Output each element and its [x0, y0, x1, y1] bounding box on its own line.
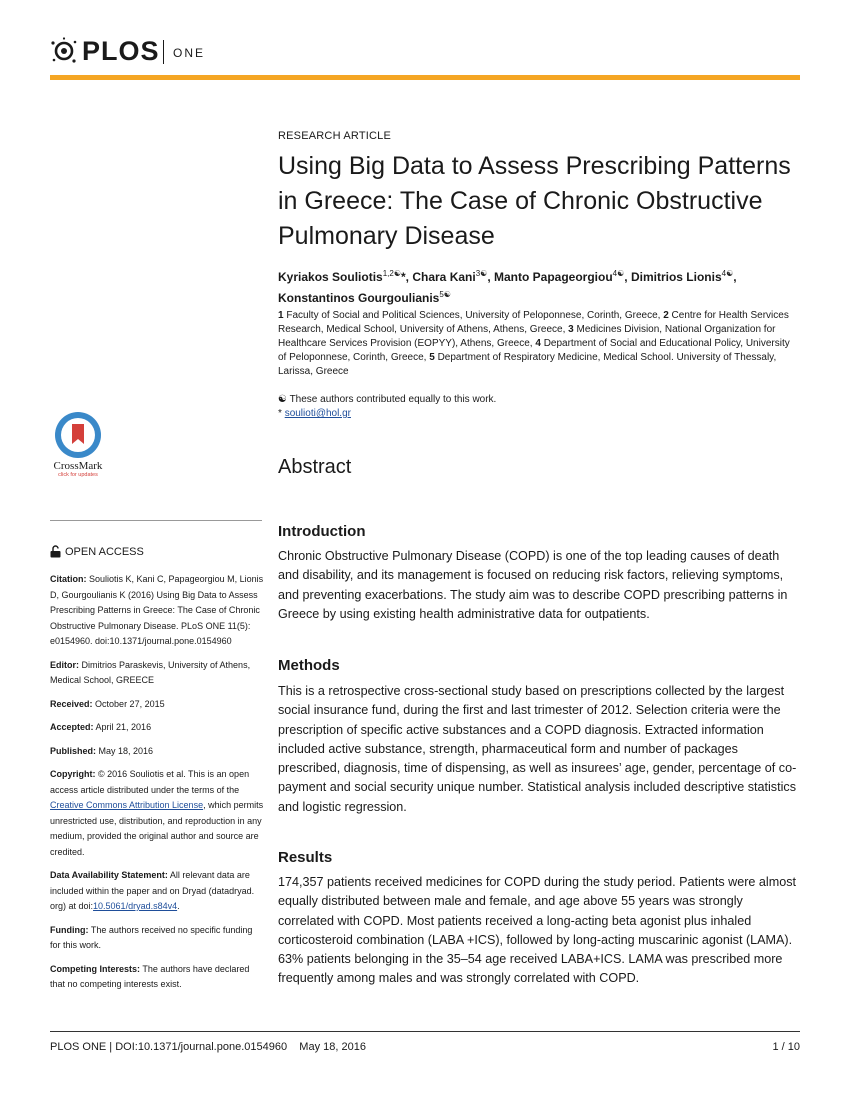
author-name: [631, 270, 733, 284]
dryad-doi-link[interactable]: 10.5061/dryad.s84v4: [93, 901, 178, 911]
published-date: May 18, 2016: [98, 745, 154, 756]
crossmark-badge[interactable]: [50, 410, 106, 484]
plos-logo-icon: [50, 37, 78, 65]
published-block: [50, 744, 265, 760]
footer-rule: [50, 1031, 800, 1032]
author-name: [494, 270, 624, 284]
accepted-block: [50, 720, 265, 736]
corresponding-star: *: [401, 270, 406, 284]
author-list: Kyriakos Souliotis$^{1,2☯}$*, Chara Kani$^{3☯}$, Manto Papageorgiou$^{4☯}$, Dimitrios Lionis$^{4☯}$, Konstantinos Gourgoulianis$^{5☯}$: [278, 269, 737, 305]
author-affiliation-sup: 4☯: [612, 269, 625, 278]
footer-citation: PLOS ONE | DOI:10.1371/journal.pone.0154960 May 18, 2016: [50, 1041, 366, 1053]
copyright-text: © 2016 Souliotis et al. This is an open access article distributed under the terms of the: [50, 769, 250, 795]
crossmark-label: CrossMark: [53, 460, 103, 472]
logo-divider: [163, 40, 164, 64]
methods-text: This is a retrospective cross-sectional study based on prescriptions collected by the largest social insurance fund, during the first and last trimester of 2012. Selection criteria were the prescription of specific active substances and a COPD diagnosis. Extracted information included active substance, strength, pharmaceutical form and number of packages prescribed, diagnosis, time of dispensing, as well as insurees’ age, gender, percentage of co-payment and social security unique number. Statistical analysis included descriptive statistics and logistic regression.: [278, 684, 797, 814]
corresponding-mark: *: [278, 408, 282, 419]
open-lock-icon: [50, 545, 61, 558]
introduction-text: Chronic Obstructive Pulmonary Disease (COPD) is one of the top leading causes of death and disability, and its management is focused on reducing risk factors, relieving symptoms, and preventing exacerbations. The study aim was to describe COPD prescribing patterns in Greece by using existing health administrative data for outpatients.: [278, 549, 788, 621]
data-availability-end: .: [177, 901, 180, 911]
citation-block: [50, 572, 265, 650]
affiliation-text: Centre for Health Services Research, Medical School, University of Athens, Athens, Greece,: [278, 310, 789, 335]
received-label: Received:: [50, 698, 93, 709]
author-name-text: Dimitrios Lionis: [630, 270, 722, 284]
author-affiliation-sup: 4☯: [721, 269, 734, 278]
results-heading: Results: [278, 849, 333, 866]
accepted-date: April 21, 2016: [95, 722, 152, 732]
affiliation-number: 3: [568, 324, 574, 335]
header-accent-rule: [50, 75, 800, 80]
editor-label: Editor:: [50, 659, 79, 670]
article-type: RESEARCH ARTICLE: [278, 130, 392, 142]
affiliation-text: Department of Respiratory Medicine, Medical School. University of Thessaly, Larissa, Greece: [278, 352, 777, 377]
crossmark-sub: click for updates: [58, 472, 98, 478]
license-link[interactable]: Creative Commons Attribution License: [50, 800, 204, 810]
copyright-text-end: , which permits unrestricted use, distribution, and reproduction in any medium, provided the original author and source are credited.: [50, 800, 264, 857]
article-info-sidebar: [50, 572, 265, 1001]
affiliation-text: Department of Social and Educational Policy, University of Peloponnese, Corinth, Greece,: [278, 338, 790, 363]
page-number: 1 / 10: [772, 1041, 800, 1053]
copyright-label: Copyright:: [50, 769, 96, 779]
author-affiliation-sup: 5☯: [439, 290, 451, 299]
affiliations: [278, 309, 798, 379]
published-label: Published:: [50, 745, 97, 756]
author-name: [278, 291, 451, 305]
competing-interests-block: [50, 962, 265, 993]
author-name-text: Manto Papageorgiou: [494, 270, 613, 284]
competing-interests-text: The authors have declared that no competing interests exist.: [50, 963, 250, 989]
author-affiliation-sup: 3☯: [475, 269, 488, 278]
editor-block: [50, 658, 265, 689]
affiliation-number: 1: [278, 310, 284, 321]
results-text: 174,357 patients received medicines for COPD during the study period. Patients were almost equally distributed between male and female, and age above 55 years was strongly correlated with COPD. Most patients received a long-acting beta agonist plus inhaled corticosteroid combination (LABA +ICS), followed by long-acting muscarinic agonist (LAMA). 63% patients belonging in the 35–54 age received LABA+ICS. LAMA was prescribed more frequently among males and was strongly correlated with COPD.: [278, 875, 797, 986]
funding-label: Funding:: [50, 924, 89, 935]
affiliation-number: 5: [429, 352, 435, 363]
editor-text: Dimitrios Paraskevis, University of Athens, Medical School, GREECE: [50, 659, 251, 685]
funding-block: [50, 923, 265, 954]
corresponding-email-link[interactable]: soulioti@hol.gr: [284, 408, 351, 419]
received-date: October 27, 2015: [95, 698, 165, 709]
affiliation-text: Medicines Division, National Organization for Healthcare Services Provision (EOPYY), Athens, Greece,: [278, 324, 776, 349]
open-access-badge: [50, 545, 144, 558]
author-name-text: Konstantinos Gourgoulianis: [278, 291, 440, 305]
author-name: [412, 270, 487, 284]
funding-text: The authors received no specific funding for this work.: [50, 924, 253, 950]
data-availability-text: All relevant data are included within the paper and on Dryad (datadryad. org) at doi:: [50, 870, 255, 911]
author-affiliation-sup: 1,2☯: [382, 269, 401, 278]
open-access-label: OPEN ACCESS: [65, 545, 144, 558]
crossmark-icon: [53, 410, 103, 460]
data-availability-block: [50, 868, 265, 915]
corresponding-author: [278, 407, 798, 421]
citation-label: Citation:: [50, 574, 87, 584]
citation-text: Souliotis K, Kani C, Papageorgiou M, Lionis D, Gourgoulianis K (2016) Using Big Data to Assess Prescribing Patterns in Greece: The Case of Chronic Obstructive Pulmonary Disease. PLoS ONE 11(5): e0154960. doi:10.1371/journal.pone.0154960: [50, 574, 264, 646]
affiliation-number: 2: [663, 310, 669, 321]
affiliation-number: 4: [535, 338, 541, 349]
journal-name: ONE: [173, 46, 206, 60]
methods-heading: Methods: [278, 657, 340, 674]
author-name-text: Chara Kani: [412, 270, 476, 284]
affiliation-text: Faculty of Social and Political Sciences, University of Peloponnese, Corinth, Greece,: [286, 310, 661, 321]
plos-logo-text: PLOS: [82, 36, 160, 66]
article-title: Using Big Data to Assess Prescribing Patterns in Greece: The Case of Chronic Obstructive Pulmonary Disease: [278, 152, 791, 250]
author-name: [278, 270, 406, 284]
author-name-text: Kyriakos Souliotis: [278, 270, 383, 284]
introduction-heading: Introduction: [278, 523, 366, 540]
accepted-label: Accepted:: [50, 722, 94, 732]
equal-contribution-note: ☯ These authors contributed equally to this work.: [278, 394, 497, 405]
data-availability-label: Data Availability Statement:: [50, 870, 168, 880]
author-notes: [278, 393, 798, 421]
competing-interests-label: Competing Interests:: [50, 963, 141, 974]
copyright-block: [50, 767, 265, 860]
received-block: [50, 697, 265, 713]
abstract-heading: Abstract: [278, 456, 352, 478]
sidebar-divider: [50, 520, 262, 521]
